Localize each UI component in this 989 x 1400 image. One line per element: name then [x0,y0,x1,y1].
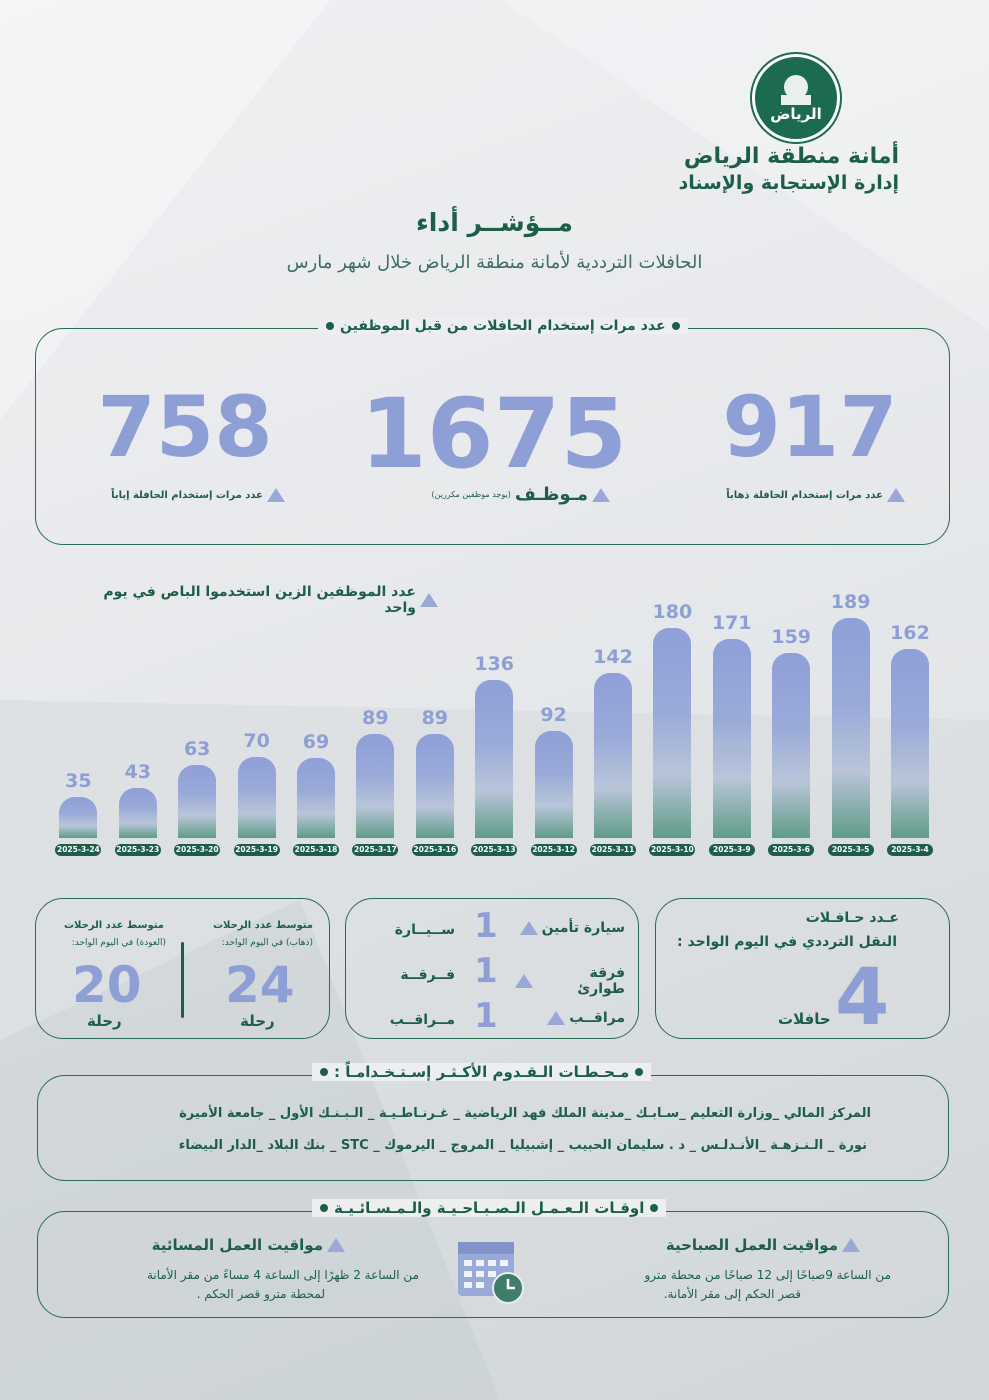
chart-date-label: 2025-3-10 [651,845,694,854]
page-title: مــؤشــر أداء [416,208,573,237]
trips-go-title: متوسط عدد الرحلات [212,920,313,931]
support-row-value: 1 [474,951,498,991]
chart-value-label: 63 [183,737,211,760]
chart-date-label: 2025-3-18 [294,845,338,854]
go-usage-value: 917 [722,378,898,476]
chart-value-label: 70 [243,729,270,752]
chart-bar [178,765,216,838]
morning-title: مواقيت العمل الصباحية [640,1236,860,1254]
chart-title: عدد الموظفين الزين استخدموا الباص في يوم واحد [78,584,438,616]
chart-value-label: 89 [421,707,449,730]
chart-value-label: 162 [890,622,930,645]
trips-return-note: (العودة) في اليوم الواحد: [71,938,166,948]
bullet-icon [635,1068,643,1076]
trips-go-note: (ذهاب) في اليوم الواحد: [221,938,313,948]
chart-date-label: 2025-3-16 [413,845,457,854]
chart-value-label: 189 [830,591,871,613]
buses-unit: حافلات [778,1010,831,1028]
chart-bar [535,731,573,838]
chart-bar [238,757,276,838]
employees-value: 1675 [360,378,628,490]
stations-panel [37,1075,949,1181]
trips-go-value: 24 [225,956,295,1014]
chart-value-label: 142 [593,645,633,668]
chart-value-label: 180 [652,601,693,624]
chart-bar [356,734,394,838]
return-usage-label: عدد مرات إستخدام الحافلة إياباً [95,488,285,502]
chart-bar [119,788,157,838]
chart-bar [59,797,97,838]
chart-bar [653,628,691,838]
return-usage-value: 758 [97,378,273,476]
trips-return-unit: رحلة [87,1012,122,1030]
chart-date-label: 2025-3-9 [709,844,755,856]
triangle-icon [842,1238,860,1252]
stations-line2: نورة _ الـنـزهـة _الأنـدلـس _ د . سليمان الحبيب _ إشبيليا _ المروج _ اليرموك _ STC _ بنك البلاد _الدار البيضاء [178,1138,867,1153]
stations-section-title: مـحـطـات الـقـدوم الأكـثـر إسـتـخـدامـاً : [312,1063,651,1081]
emblem-icon [755,57,837,139]
trips-return-value: 20 [72,956,142,1014]
support-row-label: مراقــب [515,1010,625,1026]
logo [752,54,840,142]
triangle-icon [547,1011,565,1025]
chart-value-label: 136 [474,652,515,675]
chart-value-label: 35 [65,770,92,793]
support-row-unit: ســيــارة [394,922,455,938]
schedule-section-title: اوقـات الـعـمـل الـصـبـاحـيـة والـمـسـائـيـة [312,1199,666,1217]
dept-name: إدارة الإستجابة والإسناد [678,172,899,194]
org-name: أمانة منطقة الرياض [683,144,899,169]
buses-title-line1: عـدد حـافـلات [805,910,899,926]
triangle-icon [327,1238,345,1252]
employees-label: مـوظـف (يوجد موظفين مكررين) [410,484,610,505]
chart-bar [891,649,929,838]
chart-value-label: 159 [771,625,812,648]
evening-title: مواقيت العمل المسائية [125,1236,345,1254]
page-subtitle: الحافلات الترددية لأمانة منطقة الرياض خلال شهر مارس [286,252,703,273]
bullet-icon [320,1068,328,1076]
chart-date-label: 2025-3-12 [532,845,575,854]
logo-text: الرياض [770,105,822,123]
chart-date-label: 2025-3-5 [828,844,874,856]
support-row-value: 1 [474,906,498,946]
bullet-icon [320,1204,328,1212]
triangle-icon [887,488,905,502]
chart-date-label: 2025-3-11 [591,845,635,854]
chart-value-label: 171 [711,611,752,634]
support-row-label: سيارة تأمين [515,920,625,936]
chart-date-label: 2025-3-23 [116,845,160,854]
trips-go-unit: رحلة [240,1012,275,1030]
chart-date-label: 2025-3-19 [235,845,278,854]
triangle-icon [592,488,610,502]
trips-divider [181,942,184,1018]
chart-value-label: 92 [540,703,567,726]
chart-date-label: 2025-3-17 [354,845,397,854]
support-row-unit: فــرقــة [400,967,455,983]
buses-value: 4 [835,953,890,1043]
evening-text2: لمحطة مترو قصر الحكم . [196,1287,325,1301]
chart-bar [772,653,810,838]
chart-date-label: 2025-3-4 [887,844,933,856]
go-usage-label: عدد مرات إستخدام الحافلة ذهاباً [720,488,905,502]
triangle-icon [420,593,438,607]
chart-bar [297,758,335,838]
trips-return-title: متوسط عدد الرحلات [63,920,164,931]
chart-date-label: 2025-3-24 [57,845,100,854]
morning-text2: قصر الحكم إلى مقر الأمانة. [663,1287,801,1301]
support-row-unit: مــراقــب [389,1012,455,1028]
chart-bar [832,618,870,838]
support-row-label: فرقة طوارئ [515,965,625,997]
chart-bar [594,673,632,838]
chart-value-label: 89 [362,707,389,730]
calendar-clock-icon [454,1234,526,1306]
chart-bar [713,639,751,838]
chart-date-label: 2025-3-20 [175,845,219,854]
chart-bar [416,734,454,838]
triangle-icon [267,488,285,502]
bullet-icon [650,1204,658,1212]
morning-text1: من الساعة 9صباحًا إلى 12 صباحًا من محطة مترو [644,1268,891,1282]
bullet-icon [672,322,680,330]
bullet-icon [326,322,334,330]
chart-value-label: 43 [124,760,152,783]
stations-line1: المركز المالي _وزارة التعليم _سـابـك _مدينة الملك فهد الرياضية _ غـرنـاطـيـة _ الـبـنـك الأول _ جامعة الأميرة [179,1106,871,1121]
triangle-icon [515,974,533,988]
evening-text1: من الساعة 2 ظهرًا إلى الساعة 4 مساءً من مقر الأمانة [146,1268,419,1282]
chart-value-label: 69 [302,730,330,753]
buses-title-line2: النقل الترددي في اليوم الواحد : [677,934,897,950]
support-row-value: 1 [474,996,498,1036]
chart-date-label: 2025-3-6 [768,844,814,856]
usage-section-title: عدد مرات إستخدام الحافلات من قبل الموظفين [318,318,688,334]
chart-date-label: 2025-3-13 [472,845,516,854]
triangle-icon [520,921,538,935]
chart-bar [475,680,513,838]
